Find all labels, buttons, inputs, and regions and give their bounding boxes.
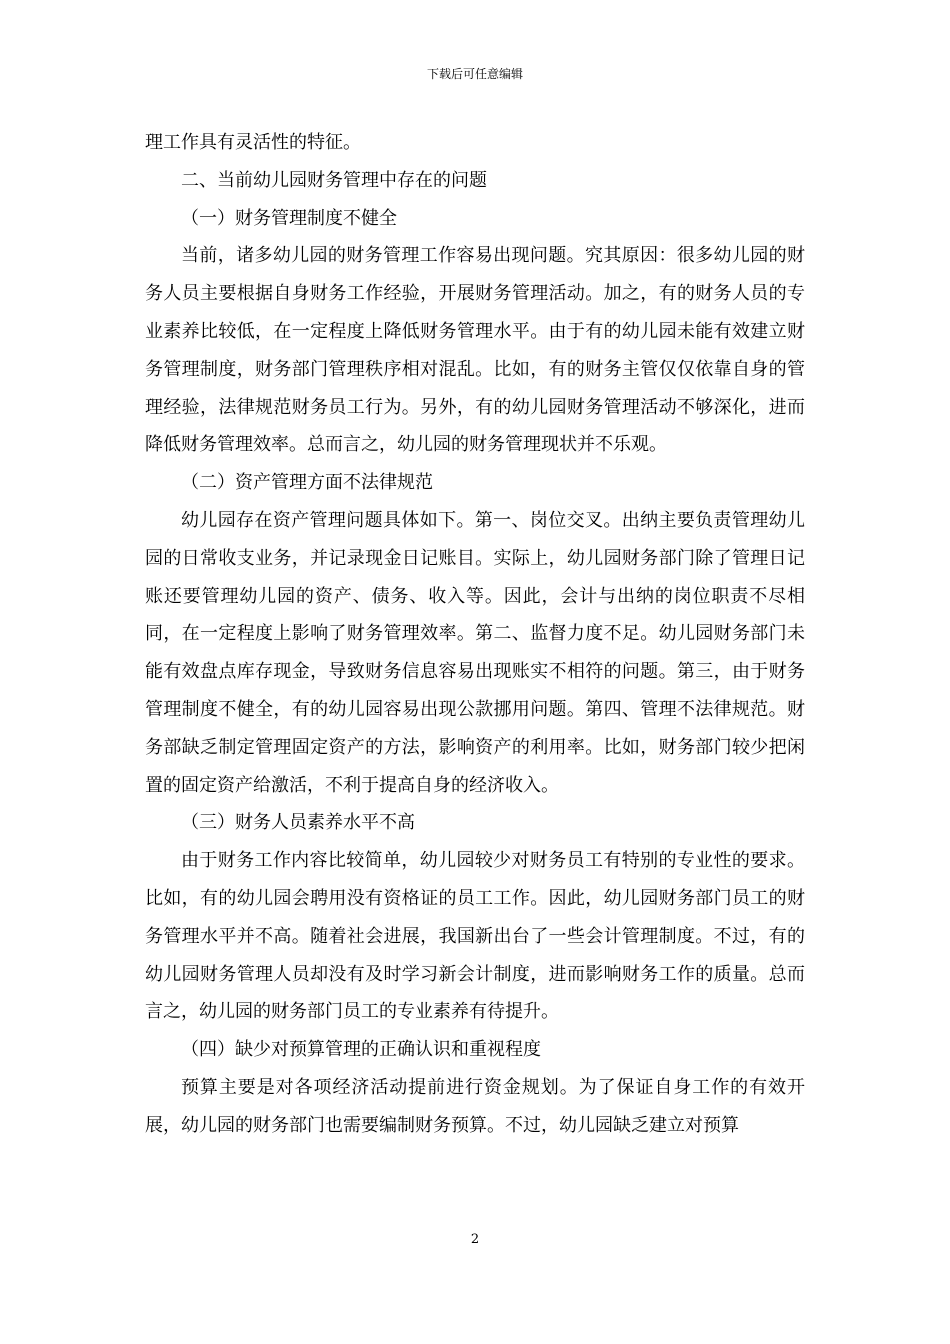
page-number: 2	[470, 1232, 480, 1247]
paragraph-continued: 理工作具有灵活性的特征。	[145, 132, 361, 153]
paragraph: 当前，诸多幼儿园的财务管理工作容易出现问题。究其原因：很多幼儿园的财务人员主要根据自身财务工作经验，开展财务管理活动。加之，有的财务人员的专业素养比较低，在一定程度上降低财务管理水平。由于有的幼儿园未能有效建立财务管理制度，财务部门管理秩序相对混乱。比如，有的财务主管仅仅依靠自身的管理经验，法律规范财务员工行为。另外，有的幼儿园财务管理活动不够深化，进而降低财务管理效率。总而言之，幼儿园的财务管理现状并不乐观。	[145, 245, 805, 456]
subsection-heading: （二）资产管理方面不法律规范	[181, 472, 433, 494]
paragraph: 幼儿园存在资产管理问题具体如下。第一、岗位交叉。出纳主要负责管理幼儿园的日常收支业务，并记录现金日记账目。实际上，幼儿园财务部门除了管理日记账还要管理幼儿园的资产、债务、收入等。因此，会计与出纳的岗位职责不尽相同，在一定程度上影响了财务管理效率。第二、监督力度不足。幼儿园财务部门未能有效盘点库存现金，导致财务信息容易出现账实不相符的问题。第三，由于财务管理制度不健全，有的幼儿园容易出现公款挪用问题。第四、管理不法律规范。财务部缺乏制定管理固定资产的方法，影响资产的利用率。比如，财务部门较少把闲置的固定资产给激活，不利于提高自身的经济收入。	[145, 509, 805, 796]
subsection-heading: （四）缺少对预算管理的正确认识和重视程度	[181, 1039, 541, 1061]
section-heading: 二、当前幼儿园财务管理中存在的问题	[181, 169, 487, 191]
paragraph: 由于财务工作内容比较简单，幼儿园较少对财务员工有特别的专业性的要求。比如，有的幼儿园会聘用没有资格证的员工工作。因此，幼儿园财务部门员工的财务管理水平并不高。随着社会进展，我国新出台了一些会计管理制度。不过，有的幼儿园财务管理人员却没有及时学习新会计制度，进而影响财务工作的质量。总而言之，幼儿园的财务部门员工的专业素养有待提升。	[145, 850, 805, 1023]
subsection-heading: （一）财务管理制度不健全	[181, 207, 397, 229]
document-body	[145, 124, 805, 1145]
paragraph: 预算主要是对各项经济活动提前进行资金规划。为了保证自身工作的有效开展，幼儿园的财务部门也需要编制财务预算。不过，幼儿园缺乏建立对预算	[145, 1076, 805, 1136]
page-header: 下载后可任意编辑	[426, 67, 523, 81]
subsection-heading: （三）财务人员素养水平不高	[181, 812, 415, 834]
